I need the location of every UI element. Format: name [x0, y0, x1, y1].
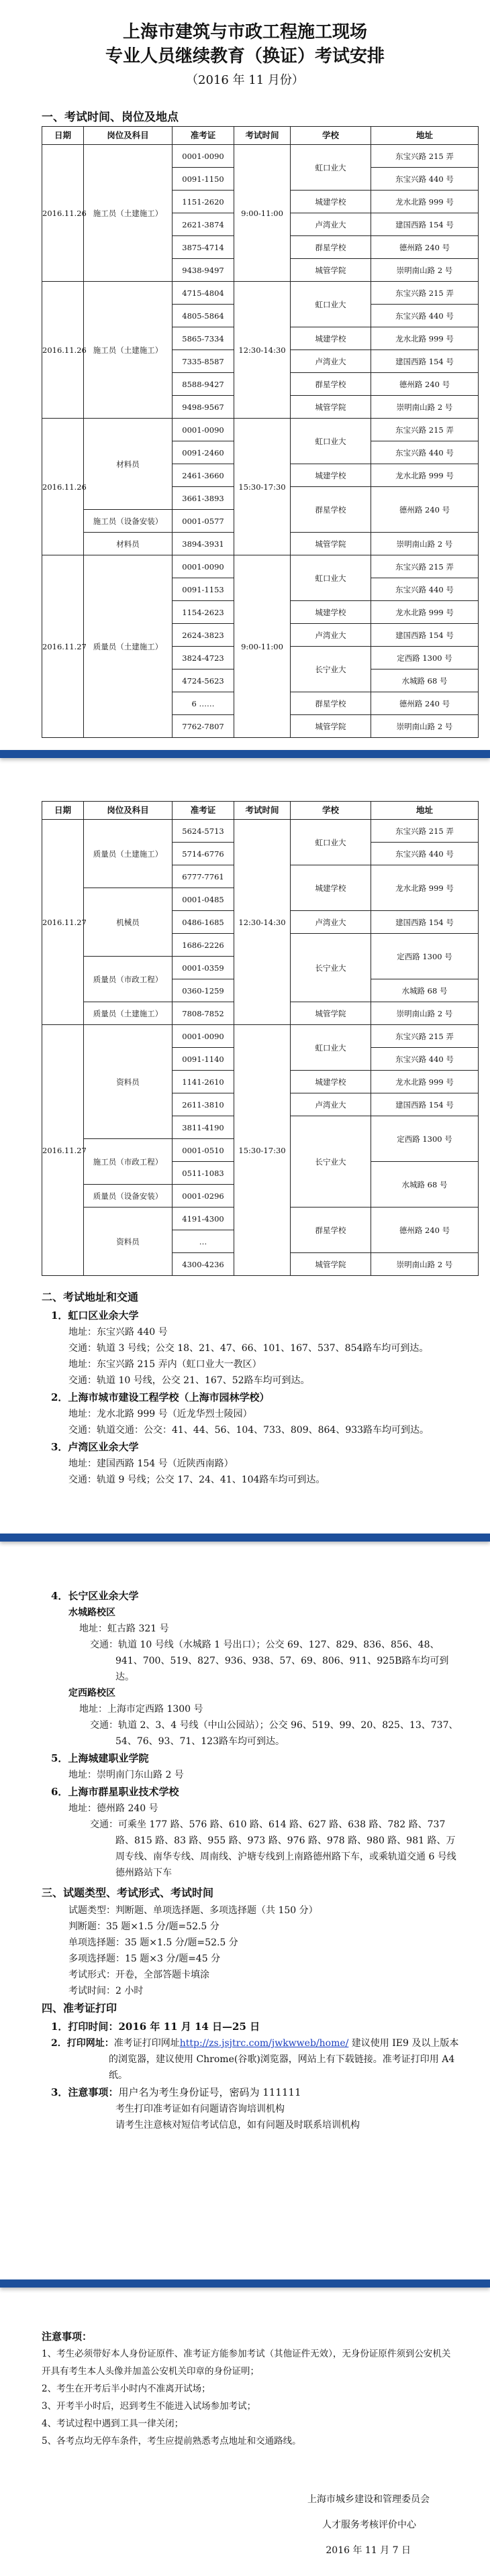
table-cell: 8588-9427: [173, 373, 234, 396]
table-cell: 德州路 240 号: [371, 487, 479, 533]
table-cell: 龙水北路 999 号: [371, 191, 479, 213]
school-6-address: 地址：德州路 240 号: [68, 1803, 158, 1814]
table-cell: 9:00-11:00: [234, 145, 291, 282]
table-cell: 材料员: [84, 533, 173, 555]
section-2: [0, 1288, 490, 1488]
table-cell: 4724-5623: [173, 669, 234, 692]
table-cell: 龙水北路 999 号: [371, 865, 479, 911]
table-cell: 定西路 1300 号: [371, 647, 479, 669]
table-cell: 资料员: [84, 1025, 173, 1139]
table-cell: 施工员（设备安装）: [84, 510, 173, 533]
table-cell: 城管学院: [291, 1253, 371, 1276]
table-cell: 崇明南山路 2 号: [371, 533, 479, 555]
school-3-address: 地址：建国西路 154 号（近陕西南路）: [68, 1458, 234, 1469]
title-line-1: 上海市建筑与市政工程施工现场: [122, 22, 367, 42]
table-cell: 东宝兴路 440 号: [371, 578, 479, 601]
table-cell: 7762-7807: [173, 715, 234, 738]
table-cell: 东宝兴路 440 号: [371, 168, 479, 191]
table-cell: 建国西路 154 号: [371, 911, 479, 934]
table-cell: 0001-0090: [173, 145, 234, 168]
table-header-cell: 准考证: [173, 802, 234, 820]
table-cell: 机械员: [84, 888, 173, 957]
table-header-cell: 地址: [371, 802, 479, 820]
table-cell: 0001-0090: [173, 555, 234, 578]
table-cell: 质量员（土建施工）: [84, 1002, 173, 1025]
school-4-title: 4．长宁区业余大学: [51, 1590, 139, 1602]
table-header-row: [42, 127, 479, 145]
table-cell: 2016.11.27: [42, 820, 84, 1025]
table-cell: 东宝兴路 440 号: [371, 843, 479, 865]
table-cell: 崇明南山路 2 号: [371, 1002, 479, 1025]
table-cell: 定西路 1300 号: [371, 1116, 479, 1162]
table-cell: 1154-2623: [173, 601, 234, 624]
table-cell: 0001-0510: [173, 1139, 234, 1162]
table-cell: 15:30-17:30: [234, 419, 291, 555]
table-header-cell: 地址: [371, 127, 479, 145]
table-cell: 龙水北路 999 号: [371, 1071, 479, 1093]
table-row: [42, 419, 479, 441]
print-url-link[interactable]: http://zs.jsjtrc.com/jwkwweb/home/: [179, 2038, 349, 2049]
table-cell: 建国西路 154 号: [371, 624, 479, 647]
print-time-value: 2016 年 11 月 14 日—25 日: [118, 2021, 260, 2033]
table-cell: 虹口业大: [291, 145, 371, 191]
table-cell: 质量员（设备安装）: [84, 1185, 173, 1208]
table-cell: 东宝兴路 215 弄: [371, 820, 479, 843]
table-cell: 5714-6776: [173, 843, 234, 865]
table-cell: 3894-3931: [173, 533, 234, 555]
table-cell: 崇明南山路 2 号: [371, 1253, 479, 1276]
school-1-title: 1．虹口区业余大学: [51, 1309, 139, 1322]
print-notes-line-2: 考生打印准考证如有问题请咨询培训机构: [115, 2104, 285, 2114]
print-notes-line-1: 用户名为考生身份证号，密码为 111111: [118, 2086, 301, 2098]
table-row: [42, 820, 479, 843]
table-cell: 0091-1150: [173, 168, 234, 191]
table-cell: 建国西路 154 号: [371, 350, 479, 373]
table-cell: 15:30-17:30: [234, 1025, 291, 1276]
table-cell: 虹口业大: [291, 282, 371, 327]
print-notes-line-3: 请考生注意核对短信考试信息，如有问题及时联系培训机构: [115, 2120, 360, 2131]
table-cell: 2016.11.26: [42, 282, 84, 419]
table-cell: 12:30-14:30: [234, 820, 291, 1025]
table-cell: 虹口业大: [291, 820, 371, 865]
table-header-cell: 学校: [291, 802, 371, 820]
table-cell: 东宝兴路 215 弄: [371, 419, 479, 441]
table-cell: 2624-3823: [173, 624, 234, 647]
school-2-title: 2．上海市城市建设工程学校（上海市园林学校）: [51, 1391, 270, 1403]
table-cell: 东宝兴路 440 号: [371, 1048, 479, 1071]
table-cell: 5865-7334: [173, 327, 234, 350]
table-cell: 材料员: [84, 419, 173, 510]
table-cell: 0486-1685: [173, 911, 234, 934]
table-cell: 0091-1153: [173, 578, 234, 601]
school-2-address: 地址：龙水北路 999 号（近龙华烈士陵园）: [68, 1409, 252, 1419]
table-cell: 东宝兴路 215 弄: [371, 145, 479, 168]
table-cell: 崇明南山路 2 号: [371, 396, 479, 419]
table-header-cell: 岗位及科目: [84, 802, 173, 820]
table-row: [42, 1025, 479, 1048]
table-cell: 2016.11.27: [42, 555, 84, 738]
table-cell: 质量员（市政工程）: [84, 957, 173, 1002]
table-cell: 城建学校: [291, 1071, 371, 1093]
schedule-table-2: [42, 801, 479, 1276]
table-cell: 德州路 240 号: [371, 1208, 479, 1253]
table-cell: 2016.11.26: [42, 145, 84, 282]
table-cell: 卢湾业大: [291, 911, 371, 934]
table-cell: 长宁业大: [291, 1116, 371, 1208]
print-notes-label: 3．注意事项：: [51, 2086, 119, 2098]
table-cell: 德州路 240 号: [371, 373, 479, 396]
table-cell: 0001-0485: [173, 888, 234, 911]
table-cell: 0001-0296: [173, 1185, 234, 1208]
print-notes: [42, 2084, 463, 2101]
table-cell: 崇明南山路 2 号: [371, 259, 479, 282]
notes-item: 5、各考点均无停车条件，考生应提前熟悉考点地址和交通路线。: [42, 2436, 301, 2447]
table-cell: 9438-9497: [173, 259, 234, 282]
table-cell: 3875-4714: [173, 236, 234, 259]
page-1: [0, 0, 490, 746]
table-cell: 0360-1259: [173, 979, 234, 1002]
exam-type: 试题类型：判断题、单项选择题、多项选择题（共 150 分）: [68, 1905, 318, 1916]
table-cell: 东宝兴路 215 弄: [371, 282, 479, 305]
table-header-cell: 岗位及科目: [84, 127, 173, 145]
table-header-cell: 日期: [42, 127, 84, 145]
school-6-title: 6．上海市群星职业技术学校: [51, 1786, 179, 1798]
table-cell: 虹口业大: [291, 1025, 371, 1071]
school-2-traffic: 交通：轨道交通：公交：41、44、56、104、733、809、864、933路车均可到达。: [68, 1425, 430, 1436]
table-header-cell: 日期: [42, 802, 84, 820]
school-1-address-2: 地址：东宝兴路 215 弄内（虹口业大一教区）: [68, 1359, 262, 1370]
table-cell: 水城路 68 号: [371, 1162, 479, 1208]
table-cell: 崇明南山路 2 号: [371, 715, 479, 738]
notes-block: [0, 2328, 490, 2450]
table-cell: 12:30-14:30: [234, 282, 291, 419]
table-cell: 9498-9567: [173, 396, 234, 419]
section-2-heading: 二、考试地址和交通: [42, 1291, 139, 1303]
table-cell: 3661-3893: [173, 487, 234, 510]
table-cell: 质量员（土建施工）: [84, 555, 173, 738]
table-row: [42, 282, 479, 305]
page-4: [0, 2294, 490, 2576]
page-2: [0, 769, 490, 1529]
school-4-campus-2: 定西路校区: [68, 1688, 115, 1699]
signature-date: 2016 年 11 月 7 日: [326, 2545, 411, 2556]
table-cell: 建国西路 154 号: [371, 213, 479, 236]
table-cell: 0001-0577: [173, 510, 234, 533]
table-cell: 0091-1140: [173, 1048, 234, 1071]
page-separator: [0, 2279, 490, 2288]
table-header-cell: 准考证: [173, 127, 234, 145]
school-6-traffic: 交通：可乘坐 177 路、576 路、610 路、614 路、627 路、638 路、782 路、737 路、815 路、83 路、955 路、973 路、976 路、978 路、980 路、981 路、万周专线、南华专线、周南线、沪塘专线到上南路德州路下车，或乘轨道交通 6 号线德州路站下车: [90, 1819, 456, 1878]
school-3-traffic: 交通：轨道 9 号线；公交 17、24、41、104路车均可到达。: [68, 1474, 326, 1485]
table-cell: 城建学校: [291, 601, 371, 624]
table-cell: 城建学校: [291, 464, 371, 487]
notes-item: 3、开考半小时后，迟到考生不能进入试场参加考试；: [42, 2401, 256, 2412]
table-header-cell: 考试时间: [234, 802, 291, 820]
table-cell: 2461-3660: [173, 464, 234, 487]
table-cell: 城建学校: [291, 327, 371, 350]
school-4-campus-1: 水城路校区: [68, 1607, 115, 1618]
table-cell: 施工员（土建施工）: [84, 282, 173, 419]
table-cell: 4191-4300: [173, 1208, 234, 1230]
section-3-heading: 三、试题类型、考试形式、考试时间: [42, 1886, 214, 1899]
table-cell: 5624-5713: [173, 820, 234, 843]
exam-single: 单项选择题：35 题×1.5 分/题=52.5 分: [68, 1937, 238, 1948]
table-cell: 6777-7761: [173, 865, 234, 888]
table-cell: 龙水北路 999 号: [371, 464, 479, 487]
table-cell: 0001-0090: [173, 419, 234, 441]
school-1-traffic: 交通：轨道 3 号线；公交 18、21、47、66、101、167、537、854路车均可到达。: [68, 1343, 429, 1354]
table-cell: 城管学院: [291, 1002, 371, 1025]
table-cell: 定西路 1300 号: [371, 934, 479, 979]
table-cell: 东宝兴路 440 号: [371, 305, 479, 327]
notes-item: 1、考生必须带好本人身份证原件、准考证方能参加考试（其他证件无效），无身份证原件须到公安机关开具有考生本人头像并加盖公安机关印章的身份证明；: [42, 2349, 451, 2377]
table-cell: 建国西路 154 号: [371, 1093, 479, 1116]
exam-judge: 判断题：35 题×1.5 分/题=52.5 分: [68, 1921, 219, 1932]
table-cell: 长宁业大: [291, 934, 371, 1002]
table-cell: 卢湾业大: [291, 624, 371, 647]
table-cell: 7335-8587: [173, 350, 234, 373]
table-cell: 群星学校: [291, 487, 371, 533]
print-time: [42, 2018, 463, 2035]
table-cell: 2621-3874: [173, 213, 234, 236]
print-time-label: 1．打印时间：: [51, 2021, 119, 2033]
notes-heading: 注意事项：: [42, 2330, 93, 2343]
print-url-post: 建议使用 IE9 及以上版本的浏览器，建议使用 Chrome(谷歌)浏览器，网站上有下载链接。准考证打印用 A4 纸。: [109, 2038, 459, 2081]
table-cell: 1151-2620: [173, 191, 234, 213]
subtitle: （2016 年 11 月份）: [186, 73, 304, 87]
exam-multi: 多项选择题：15 题×3 分/题=45 分: [68, 1953, 221, 1964]
notes-item: 4、考试过程中遇到工具一律关闭；: [42, 2418, 184, 2429]
notes-item: 2、考生在开考后半小时内不准离开试场；: [42, 2383, 211, 2394]
table-cell: 虹口业大: [291, 419, 371, 464]
table-cell: 城建学校: [291, 865, 371, 911]
table-cell: 3824-4723: [173, 647, 234, 669]
exam-duration: 考试时间：2 小时: [68, 1986, 144, 1996]
school-4-address-1: 地址：虹古路 321 号: [79, 1623, 169, 1634]
print-url-label: 2．打印网址：: [51, 2038, 114, 2049]
table-cell: 城建学校: [291, 191, 371, 213]
table-cell: 东宝兴路 215 弄: [371, 1025, 479, 1048]
table-cell: 长宁业大: [291, 647, 371, 692]
section-2-continued: [0, 1587, 490, 2133]
school-4-traffic-2: 交通：轨道 2、3、4 号线（中山公园站）；公交 96、519、99、20、825、13、737、54、76、93、71、123路车均可到达。: [90, 1720, 458, 1747]
page-separator: [0, 1534, 490, 1542]
school-5-title: 5．上海城建职业学院: [51, 1752, 149, 1764]
table-cell: 德州路 240 号: [371, 692, 479, 715]
school-4-traffic-1: 交通：轨道 10 号线（水城路 1 号出口）；公交 69、127、829、836、856、48、941、700、519、827、936、938、57、69、806、911、925B路车均可到达。: [90, 1640, 449, 1682]
table-cell: 9:00-11:00: [234, 555, 291, 738]
table-cell: 群星学校: [291, 1208, 371, 1253]
table-cell: 卢湾业大: [291, 350, 371, 373]
table-cell: 城管学院: [291, 533, 371, 555]
table-header-cell: 学校: [291, 127, 371, 145]
table-cell: 卢湾业大: [291, 213, 371, 236]
table-cell: 群星学校: [291, 373, 371, 396]
table-cell: 虹口业大: [291, 555, 371, 601]
table-cell: 1686-2226: [173, 934, 234, 957]
table-cell: 0001-0090: [173, 1025, 234, 1048]
table-cell: 4805-5864: [173, 305, 234, 327]
school-1-address: 地址：东宝兴路 440 号: [68, 1327, 168, 1338]
table-cell: 卢湾业大: [291, 1093, 371, 1116]
table-cell: 龙水北路 999 号: [371, 601, 479, 624]
table-cell: 2611-3810: [173, 1093, 234, 1116]
table-cell: 水城路 68 号: [371, 979, 479, 1002]
table-cell: 东宝兴路 440 号: [371, 441, 479, 464]
table-cell: 0511-1083: [173, 1162, 234, 1185]
table-cell: 质量员（土建施工）: [84, 820, 173, 888]
table-cell: 0001-0359: [173, 957, 234, 979]
table-cell: 6 ……: [173, 692, 234, 715]
table-cell: 资料员: [84, 1208, 173, 1276]
table-row: [42, 145, 479, 168]
table-cell: …: [173, 1230, 234, 1253]
table-cell: 1141-2610: [173, 1071, 234, 1093]
table-cell: 城管学院: [291, 715, 371, 738]
table-header-row: [42, 802, 479, 820]
table-cell: 7808-7852: [173, 1002, 234, 1025]
table-row: [42, 555, 479, 578]
school-1-traffic-2: 交通：轨道 10 号线，公交 21、167、52路车均可到达。: [68, 1375, 310, 1386]
title-line-2: 专业人员继续教育（换证）考试安排: [105, 46, 385, 66]
section-1-heading: 一、考试时间、岗位及地点: [42, 111, 179, 124]
table-cell: 0091-2460: [173, 441, 234, 464]
table-cell: 群星学校: [291, 236, 371, 259]
school-5-address: 地址：崇明南门东山路 2 号: [68, 1770, 184, 1780]
section-4-heading: 四、准考证打印: [42, 2002, 117, 2015]
table-cell: 水城路 68 号: [371, 669, 479, 692]
signature-org-1: 上海市城乡建设和管理委员会: [307, 2494, 430, 2505]
school-3-title: 3．卢湾区业余大学: [51, 1441, 139, 1453]
table-cell: 东宝兴路 215 弄: [371, 555, 479, 578]
table-cell: 德州路 240 号: [371, 236, 479, 259]
page-3: [0, 1547, 490, 2273]
table-cell: 2016.11.26: [42, 419, 84, 555]
print-url-pre: 准考证打印网址: [113, 2038, 180, 2049]
table-cell: 4300-4236: [173, 1253, 234, 1276]
school-4-address-2: 地址：上海市定西路 1300 号: [79, 1704, 203, 1715]
exam-form: 考试形式：开卷，全部答题卡填涂: [68, 1970, 209, 1980]
schedule-table-1: [42, 126, 479, 738]
table-header-cell: 考试时间: [234, 127, 291, 145]
table-cell: 城管学院: [291, 396, 371, 419]
table-cell: 3811-4190: [173, 1116, 234, 1139]
page-separator: [0, 750, 490, 758]
table-cell: 施工员（土建施工）: [84, 145, 173, 282]
signature-org-2: 人才服务考核评价中心: [322, 2520, 416, 2530]
table-cell: 龙水北路 999 号: [371, 327, 479, 350]
table-cell: 2016.11.27: [42, 1025, 84, 1276]
table-cell: 4715-4804: [173, 282, 234, 305]
table-cell: 城管学院: [291, 259, 371, 282]
table-cell: 群星学校: [291, 692, 371, 715]
table-cell: 施工员（市政工程）: [84, 1139, 173, 1185]
print-url: [42, 2035, 463, 2084]
